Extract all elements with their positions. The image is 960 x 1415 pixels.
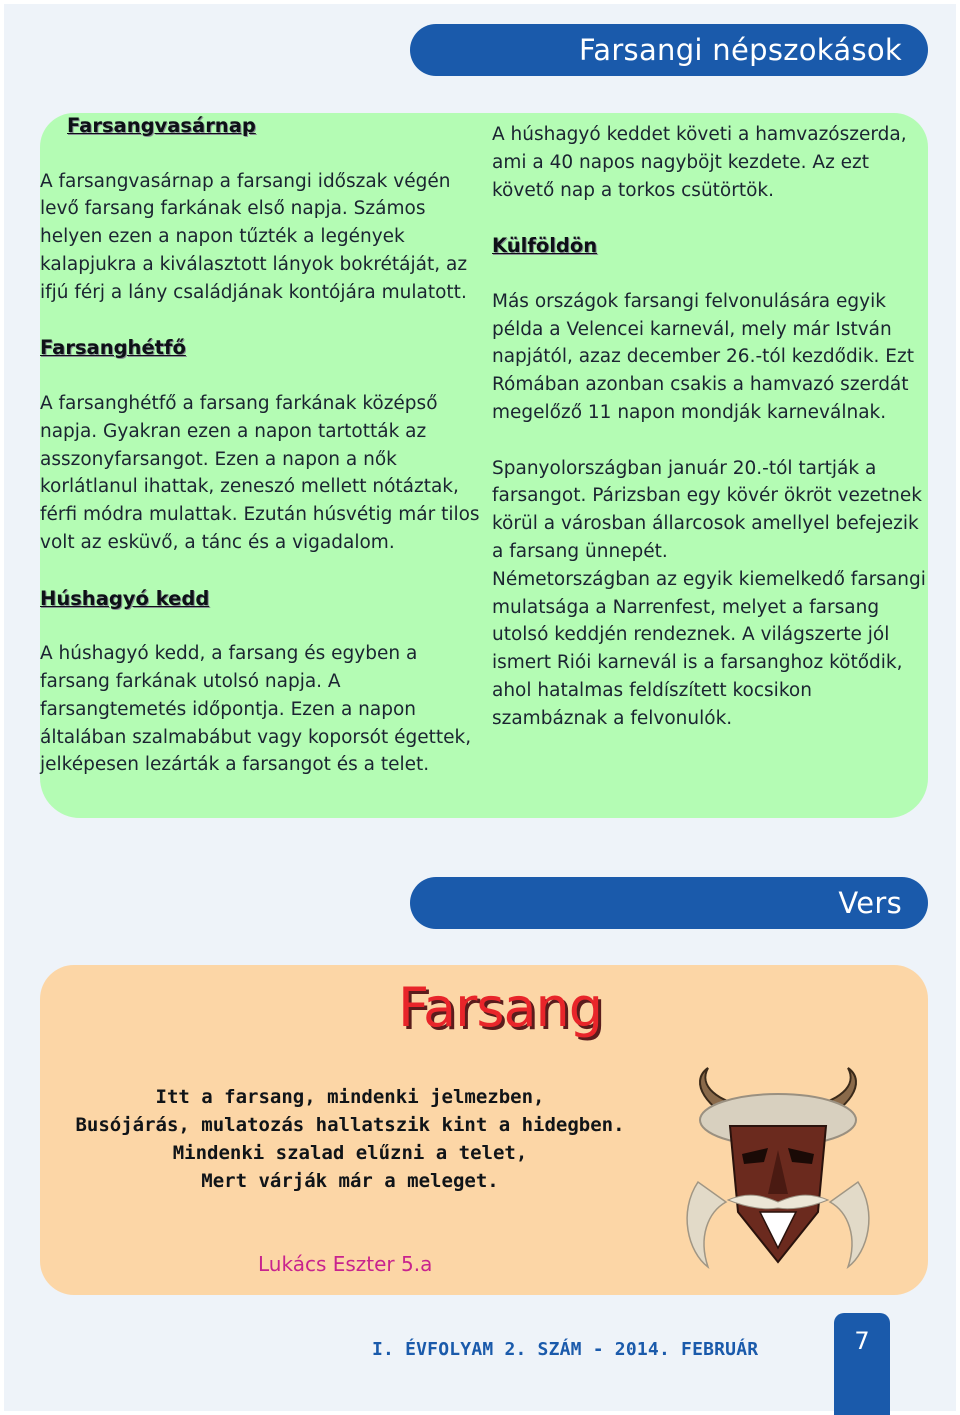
heading-farsanghetfo: Farsanghétfő <box>40 336 186 360</box>
right-column <box>492 121 928 733</box>
poem-line: Mert várják már a meleget. <box>201 1170 499 1192</box>
left-column <box>40 112 480 779</box>
paragraph-farsanghetfo: A farsanghétfő a farsang farkának középső napja. Gyakran ezen a napon tartották az asszonyfarsangot. Ezen a napon a nők korlátlanul ihattak, zeneszó mellett nótáztak, férfi módra mulattak. Ezután húsvétig már tilos volt az esküvő, a tánc és a vigadalom. <box>40 392 480 553</box>
paragraph-hushagyo-kedd: A húshagyó kedd, a farsang és egyben a farsang farkának utolsó napja. A farsangtemetés időpontja. Ezen a napon általában szalmabábut vagy koporsót égettek, jelképesen lezárták a farsangot és a telet. <box>40 643 472 776</box>
poem-author: Lukács Eszter 5.a <box>258 1252 433 1276</box>
heading-kulfoldon: Külföldön <box>492 234 598 258</box>
section-banner-vers: Vers <box>410 877 928 929</box>
heading-hushagyo-kedd: Húshagyó kedd <box>40 586 210 610</box>
buso-mask-icon <box>668 1062 888 1276</box>
issue-footer: I. ÉVFOLYAM 2. SZÁM - 2014. FEBRUÁR <box>372 1339 759 1360</box>
paragraph-nemet-rio: Németországban az egyik kiemelkedő farsangi mulatsága a Narrenfest, melyet a farsang utolsó keddjén rendeznek. A világszerte jól ismert Riói karnevál is a farsanghoz kötődik, ahol hatalmas feldíszített kocsikon szambáznak a felvonulók. <box>492 568 926 729</box>
paragraph-velence: Más országok farsangi felvonulására egyik példa a Velencei karnevál, mely már István napjától, azaz december 26.-tól kezdődik. Ezt Rómában azonban csakis a hamvazó szerdát megelőző 11 napon mondják karneválnak. <box>492 290 914 423</box>
poem-body <box>60 1083 640 1195</box>
heading-farsangvasarnap: Farsangvasárnap <box>67 114 256 137</box>
paragraph-spanyol-parizs: Spanyolországban január 20.-tól tartják a farsangot. Párizsban egy kövér ökröt vezetnek körül a városban állarcosok amellyel befejezik a farsang ünnepét. <box>492 457 922 562</box>
paragraph-farsangvasarnap: A farsangvasárnap a farsangi időszak végén levő farsang farkának első napja. Számos helyen ezen a napon tűzték a legények kalapjukra a kiválasztott lányok bokrétáját, az ifjú férj a lány családjának kontójára mulatott. <box>40 170 468 303</box>
section-banner-customs: Farsangi népszokások <box>410 24 928 76</box>
poem-line: Mindenki szalad elűzni a telet, <box>172 1142 528 1164</box>
poem-line: Itt a farsang, mindenki jelmezben, <box>155 1086 545 1108</box>
poem-title: Farsang <box>397 976 603 1039</box>
paragraph-hamvazoszerda: A húshagyó keddet követi a hamvazószerda, ami a 40 napos nagyböjt kezdete. Az ezt követő nap a torkos csütörtök. <box>492 124 907 201</box>
poem-line: Busójárás, mulatozás hallatszik kint a hidegben. <box>75 1114 625 1136</box>
page-number: 7 <box>854 1327 870 1355</box>
